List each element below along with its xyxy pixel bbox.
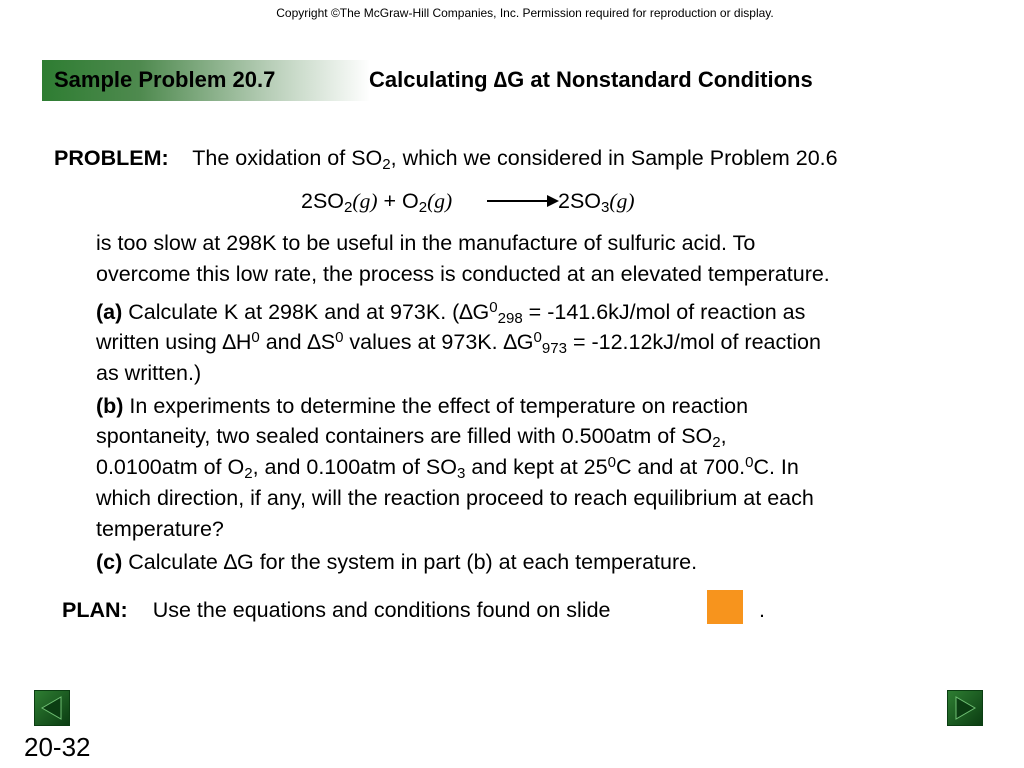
part-b-l2-text: spontaneity, two sealed containers are filled with 0.500atm of SO [96, 424, 713, 448]
product-so3-sub: 3 [601, 198, 610, 216]
triangle-right-icon [948, 691, 982, 725]
part-a-line-1 [96, 300, 805, 326]
plan-text: Use the equations and conditions found on slide [152, 598, 611, 622]
product-so3-state: (g) [609, 189, 635, 213]
reaction-reactants [301, 189, 452, 215]
part-b-l3-sub1: 2 [244, 464, 253, 482]
part-b-l3-text-2: , and 0.100atm of SO [252, 455, 457, 479]
part-a-l2-sup2: 0 [335, 329, 344, 347]
part-a-sub: 298 [497, 309, 523, 327]
part-a-l2-text-3: values at 973K. ∆G [343, 330, 534, 354]
next-slide-button[interactable] [947, 690, 983, 726]
problem-body-line-1: is too slow at 298K to be useful in the manufacture of sulfuric acid. To [96, 231, 756, 255]
part-a-label: (a) [96, 300, 123, 324]
part-a-l2-sub: 973 [541, 339, 567, 357]
product-so3: 2SO [558, 189, 602, 213]
reaction-arrow-icon [487, 200, 557, 202]
part-a-l2-text-2: and ∆S [259, 330, 336, 354]
page-title: Calculating ∆G at Nonstandard Conditions [369, 67, 813, 92]
part-c-label: (c) [96, 550, 123, 574]
plus-sign: + [377, 189, 402, 213]
reactant-o2-sub: 2 [418, 198, 428, 216]
slide-number: 20-32 [24, 732, 91, 762]
part-b-l3-text-5: C. In [753, 455, 799, 479]
part-a-l2-text-4: = -12.12kJ/mol of reaction [566, 330, 821, 354]
reactant-so2-sub: 2 [344, 198, 353, 216]
part-b-l2-text-2: , [720, 424, 727, 448]
part-c-line [96, 550, 697, 576]
part-b-l3-sup1: 0 [607, 454, 616, 472]
plan-period: . [759, 598, 765, 622]
part-a-line-3: as written.) [96, 361, 202, 385]
part-b-l3-text-4: C and at 700. [615, 455, 746, 479]
slide-link-marker[interactable] [707, 590, 743, 624]
reaction-products [558, 189, 634, 215]
part-c-text: Calculate ∆G for the system in part (b) at each temperature. [122, 550, 698, 574]
problem-body-line-2: overcome this low rate, the process is conducted at an elevated temperature. [96, 262, 830, 286]
part-a-text-2: = -141.6kJ/mol of reaction as [522, 300, 806, 324]
part-a-l2-sup3: 0 [533, 329, 542, 347]
part-b-line-1 [96, 394, 748, 420]
intro-subscript: 2 [382, 155, 391, 173]
part-b-l3-sub2: 3 [456, 464, 466, 482]
triangle-left-icon [35, 691, 69, 725]
reactant-o2: O [402, 189, 419, 213]
part-b-line-4: which direction, if any, will the reaction proceed to reach equilibrium at each [96, 486, 814, 510]
part-a-sup: 0 [489, 299, 498, 317]
part-b-l2-sub: 2 [712, 433, 721, 451]
reactant-so2-state: (g) [352, 189, 378, 213]
part-a-text: Calculate K at 298K and at 973K. (∆G [122, 300, 490, 324]
plan-line [62, 598, 611, 624]
part-a-line-2 [96, 330, 821, 356]
part-b-l3-sup2: 0 [745, 454, 754, 472]
part-b-text: In experiments to determine the effect of temperature on reaction [123, 394, 749, 418]
part-b-l3-text-3: and kept at 25 [465, 455, 608, 479]
problem-intro [54, 146, 838, 172]
previous-slide-button[interactable] [34, 690, 70, 726]
part-a-l2-text: written using ∆H [96, 330, 252, 354]
part-b-line-3 [96, 455, 799, 481]
part-b-line-5: temperature? [96, 517, 224, 541]
part-a-l2-sup1: 0 [251, 329, 260, 347]
part-b-label: (b) [96, 394, 124, 418]
intro-text-2: , which we considered in Sample Problem 20.6 [390, 146, 838, 170]
sample-problem-label: Sample Problem 20.7 [54, 67, 276, 92]
copyright-notice: Copyright ©The McGraw-Hill Companies, Inc. Permission required for reproduction or display. [276, 6, 774, 20]
intro-text: The oxidation of SO [192, 146, 383, 170]
reactant-so2: 2SO [301, 189, 345, 213]
problem-label: PROBLEM: [54, 146, 169, 170]
part-b-l3-text: 0.0100atm of O [96, 455, 245, 479]
plan-label: PLAN: [62, 598, 128, 622]
part-b-line-2 [96, 424, 727, 450]
reactant-o2-state: (g) [427, 189, 453, 213]
